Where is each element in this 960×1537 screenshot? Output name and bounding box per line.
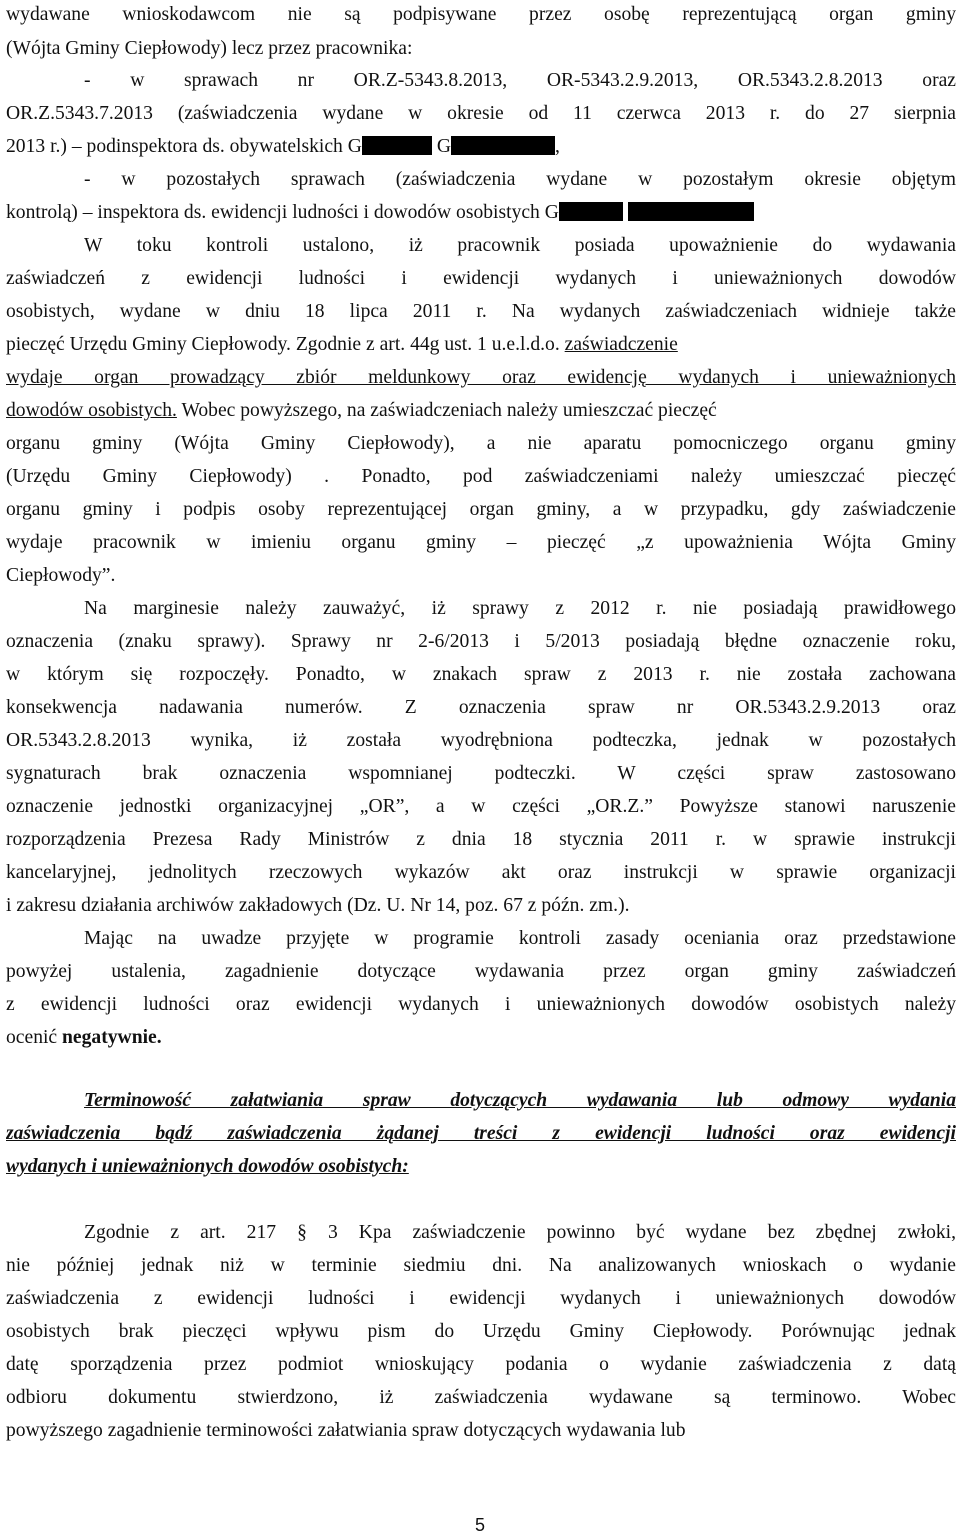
text-line: OR.Z.5343.7.2013 (zaświadczenia wydane w okresie od 11 czerwca 2013 r. do 27 sierpnia — [6, 103, 956, 124]
text-line: zaświadczenia z ewidencji ludności i ewidencji wydanych i unieważnionych dowodów — [6, 1288, 956, 1309]
text-line: (Wójta Gminy Ciepłowody) lecz przez pracownika: — [6, 38, 413, 59]
text-fragment: ocenić — [6, 1027, 63, 1048]
redacted-name — [559, 202, 623, 221]
text-line: konsekwencja nadawania numerów. Z oznaczenia spraw nr OR.5343.2.9.2013 oraz — [6, 697, 956, 718]
page-number: 5 — [474, 1515, 485, 1535]
text-line: osobistych brak pieczęci wpływu pism do Urzędu Gminy Ciepłowody. Porównując jednak — [6, 1321, 956, 1342]
text-line: organu gminy i podpis osoby reprezentującej organ gminy, a w przypadku, gdy zaświadczenie — [6, 499, 956, 520]
underlined-text: dowodów osobistych. — [6, 400, 177, 421]
underlined-text: wydaje organ prowadzący zbiór meldunkowy oraz ewidencję wydanych i unieważnionych — [6, 367, 956, 388]
text-line: W toku kontroli ustalono, iż pracownik posiada upoważnienie do wydawania — [84, 235, 956, 256]
text-line: osobistych, wydane w dniu 18 lipca 2011 r. Na wydanych zaświadczeniach widnieje także — [6, 301, 956, 322]
text-line: Ciepłowody”. — [6, 565, 116, 586]
redacted-name — [362, 136, 432, 155]
text-line: rozporządzenia Prezesa Rady Ministrów z dnia 18 stycznia 2011 r. w sprawie instrukcji — [6, 829, 956, 850]
text-line: Mając na uwadze przyjęte w programie kontroli zasady oceniania oraz przedstawione — [84, 928, 956, 949]
text-line: (Urzędu Gminy Ciepłowody) . Ponadto, pod zaświadczeniami należy umieszczać pieczęć — [6, 466, 956, 487]
text-line: wydawane wnioskodawcom nie są podpisywane przez osobę reprezentującą organ gminy — [6, 4, 956, 25]
text-line: i zakresu działania archiwów zakładowych (Dz. U. Nr 14, poz. 67 z późn. zm.). — [6, 895, 630, 916]
text-line — [6, 134, 956, 160]
text-line — [6, 332, 956, 358]
text-line — [6, 1025, 956, 1051]
text-line: kancelaryjnej, jednolitych rzeczowych wykazów akt oraz instrukcji w sprawie organizacji — [6, 862, 956, 883]
text-line: w którym się rozpoczęły. Ponadto, w znakach spraw z 2013 r. nie została zachowana — [6, 664, 956, 685]
text-line: odbioru dokumentu stwierdzono, iż zaświadczenia wydawane są terminowo. Wobec — [6, 1387, 956, 1408]
redacted-name — [628, 202, 754, 221]
text-line: oznaczenie jednostki organizacyjnej „OR”, a w części „OR.Z.” Powyższe stanowi naruszenie — [6, 796, 956, 817]
text-line — [6, 200, 956, 226]
text-line: z ewidencji ludności oraz ewidencji wydanych i unieważnionych dowodów osobistych należy — [6, 994, 956, 1015]
section-heading: wydanych i unieważnionych dowodów osobistych: — [6, 1156, 409, 1177]
section-heading: zaświadczenia bądź zaświadczenia żądanej treści z ewidencji ludności oraz ewidencji — [6, 1123, 956, 1144]
text-line: Na marginesie należy zauważyć, iż sprawy z 2012 r. nie posiadają prawidłowego — [84, 598, 956, 619]
text-line: powyżej ustalenia, zagadnienie dotyczące wydawania przez organ gminy zaświadczeń — [6, 961, 956, 982]
text-line: nie później jednak niż w terminie siedmiu dni. Na analizowanych wnioskach o wydanie — [6, 1255, 956, 1276]
text-fragment: pieczęć Urzędu Gminy Ciepłowody. Zgodnie z art. 44g ust. 1 u.e.l.d.o. — [6, 334, 565, 355]
text-fragment: 2013 r.) – podinspektora ds. obywatelskich G — [6, 136, 362, 157]
text-fragment: G — [436, 136, 451, 157]
text-line: datę sporządzenia przez podmiot wnioskujący podania o wydanie zaświadczenia z datą — [6, 1354, 956, 1375]
underlined-text: zaświadczenie — [564, 334, 678, 355]
text-line: - w pozostałych sprawach (zaświadczenia wydane w pozostałym okresie objętym — [84, 169, 956, 190]
rating-negative: negatywnie. — [62, 1027, 162, 1048]
text-line: organu gminy (Wójta Gminy Ciepłowody), a nie aparatu pomocniczego organu gminy — [6, 433, 956, 454]
text-line — [6, 398, 956, 424]
text-line: wydaje pracownik w imieniu organu gminy – pieczęć „z upoważnienia Wójta Gminy — [6, 532, 956, 553]
text-line: sygnaturach brak oznaczenia wspomnianej podteczki. W części spraw zastosowano — [6, 763, 956, 784]
text-line: zaświadczeń z ewidencji ludności i ewidencji wydanych i unieważnionych dowodów — [6, 268, 956, 289]
text-line: oznaczenia (znaku sprawy). Sprawy nr 2-6/2013 i 5/2013 posiadają błędne oznaczenie roku, — [6, 631, 956, 652]
section-heading: Terminowość załatwiania spraw dotyczących wydawania lub odmowy wydania — [84, 1090, 956, 1111]
text-fragment: Wobec powyższego, na zaświadczeniach należy umieszczać pieczęć — [176, 400, 717, 421]
text-line: OR.5343.2.8.2013 wynika, iż została wyodrębniona podteczka, jednak w pozostałych — [6, 730, 956, 751]
text-line: - w sprawach nr OR.Z-5343.8.2013, OR-5343.2.9.2013, OR.5343.2.8.2013 oraz — [84, 70, 956, 91]
text-fragment: kontrolą) – inspektora ds. ewidencji ludności i dowodów osobistych G — [6, 202, 559, 223]
text-line: Zgodnie z art. 217 § 3 Kpa zaświadczenie powinno być wydane bez zbędnej zwłoki, — [84, 1222, 956, 1243]
redacted-name — [451, 136, 555, 155]
text-fragment: , — [554, 136, 560, 157]
text-line: powyższego zagadnienie terminowości załatwiania spraw dotyczących wydawania lub — [6, 1420, 686, 1441]
